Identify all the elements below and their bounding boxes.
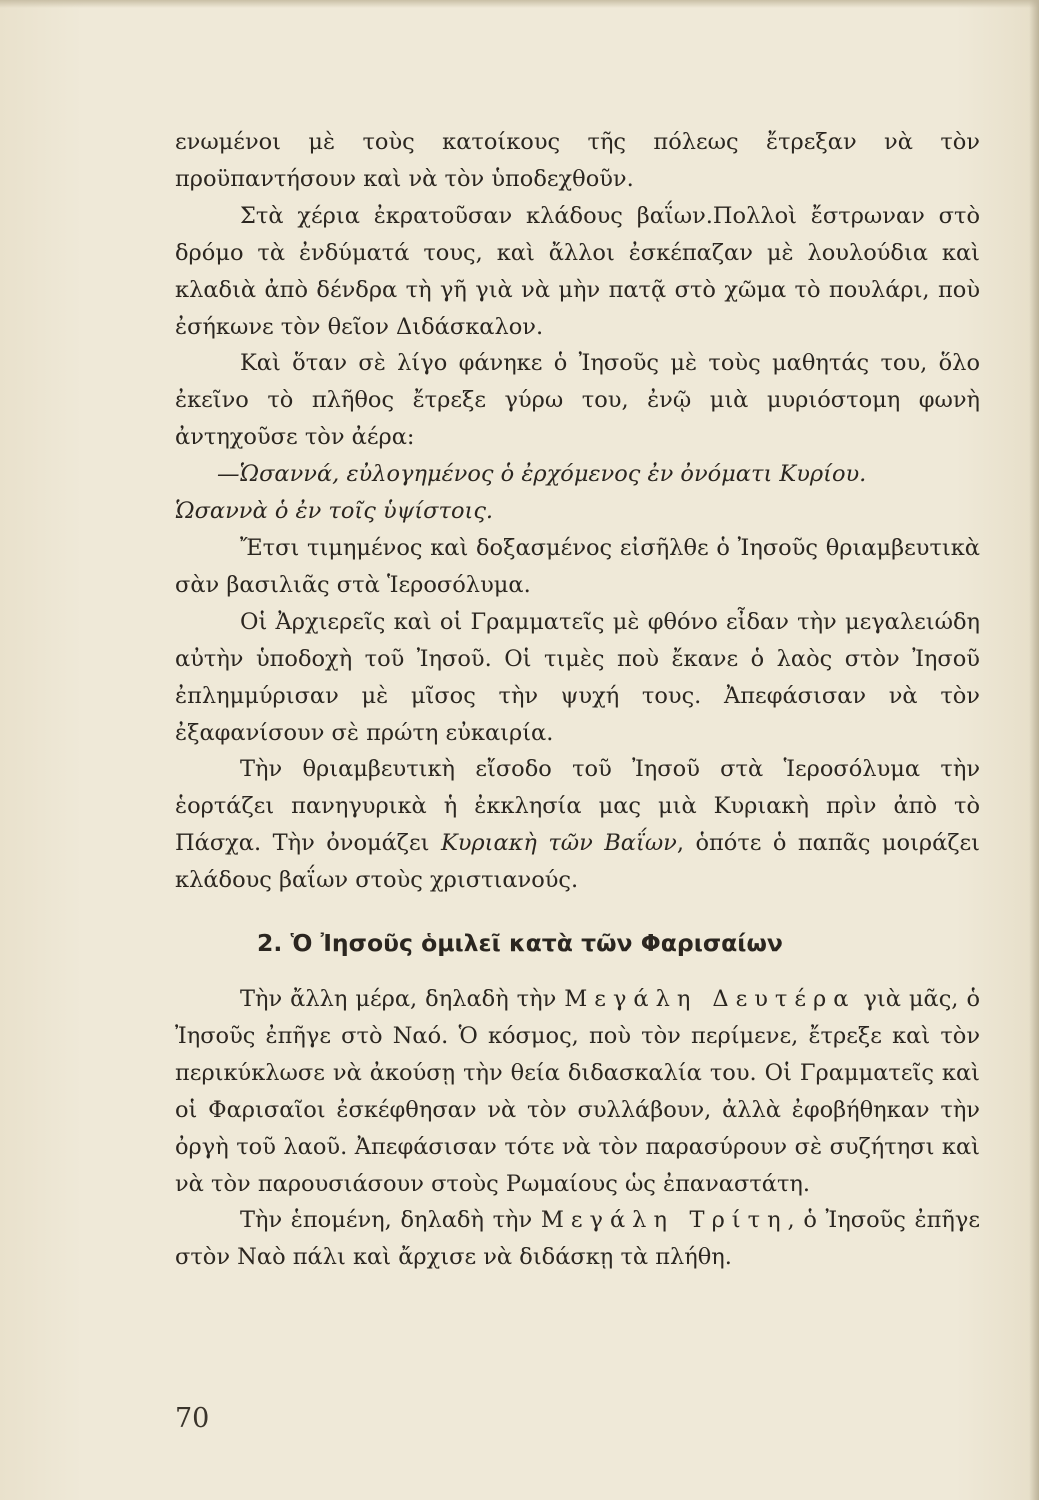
page-top-edge [0,0,1039,8]
hosanna-line-2: Ὡσαννὰ ὁ ἐν τοῖς ὑψίστοις. [175,498,494,525]
paragraph-holy-tuesday: Τὴν ἑπομένη, δηλαδὴ τὴν Μεγάλη Τρίτη, ὁ Ἰησοῦς ἐπῆγε στὸν Ναὸ πάλι καὶ ἄρχισε νὰ διδάσκῃ τὰ πλήθη. [175,1207,980,1271]
hosanna-line-1: —Ὡσαννά, εὐλογημένος ὁ ἐρχόμενος ἐν ὀνόματι Κυρίου. [217,461,867,488]
paragraph-high-priests: Οἱ Ἀρχιερεῖς καὶ οἱ Γραμματεῖς μὲ φθόνο εἶδαν τὴν μεγαλειώδη αὐτὴν ὑποδοχὴ τοῦ Ἰησοῦ. Οἱ τιμὲς ποὺ ἔκανε ὁ λαὸς στὸν Ἰησοῦ ἐπλημμύρισαν μὲ μῖσος τὴν ψυχή τους. Ἀπεφάσισαν νὰ τὸν ἐξαφανίσουν σὲ πρώτη εὐκαιρία. [175,608,980,746]
palm-sunday-term: Κυριακὴ τῶν Βαΐων [440,830,677,857]
page-number: 70 [175,1403,210,1434]
paragraph-jesus-appears: Καὶ ὅταν σὲ λίγο φάνηκε ὁ Ἰησοῦς μὲ τοὺς μαθητάς του, ὅλο ἐκεῖνο τὸ πλῆθος ἔτρεξε γύρω του, ἐνῷ μιὰ μυριόστομη φωνὴ ἀντηχοῦσε τὸν ἀέρα: [175,350,980,451]
paragraph-palm-sunday: Τὴν θριαμβευτικὴ εἴσοδο τοῦ Ἰησοῦ στὰ Ἱεροσόλυμα τὴν ἑορτάζει πανηγυρικὰ ἡ ἐκκλησία μας μιὰ Κυριακὴ πρὶν ἀπὸ τὸ Πάσχα. Τὴν ὀνομάζει Κυριακὴ τῶν Βαΐων, ὁπότε ὁ παπᾶς μοιράζει κλάδους βαΐων στοὺς χριστιανούς. [175,756,980,894]
paragraph-holy-monday: Τὴν ἄλλη μέρα, δηλαδὴ τὴν Μεγάλη Δευτέρα γιὰ μᾶς, ὁ Ἰησοῦς ἐπῆγε στὸ Ναό. Ὁ κόσμος, ποὺ τὸν περίμενε, ἔτρεξε καὶ τὸν περικύκλωσε νὰ ἀκούσῃ τὴν θεία διδασκαλία του. Οἱ Γραμματεῖς καὶ οἱ Φαρισαῖοι ἐσκέφθησαν νὰ τὸν συλλάβουν, ἀλλὰ ἐφοβήθηκαν τὴν ὀργὴ τοῦ λαοῦ. Ἀπεφάσισαν τότε νὰ τὸν παρασύρουν σὲ συζήτησι καὶ νὰ τὸν παρουσιάσουν στοὺς Ρωμαίους ὡς ἐπαναστάτη. [175,986,980,1197]
paragraph-entry: Ἔτσι τιμημένος καὶ δοξασμένος εἰσῆλθε ὁ Ἰησοῦς θριαμβευτικὰ σὰν βασιλιᾶς στὰ Ἱεροσόλυμα. [175,534,980,598]
body-text [175,124,980,1276]
holy-tuesday-term: Μεγάλη Τρίτη [540,1207,788,1234]
section-heading: 2. Ὁ Ἰησοῦς ὁμιλεῖ κατὰ τῶν Φαρισαίων [257,929,783,958]
holy-monday-term: Μεγάλη Δευτέρα [564,986,856,1013]
paragraph-palms: Στὰ χέρια ἐκρατοῦσαν κλάδους βαΐων.Πολλοὶ ἔστρωναν στὸ δρόμο τὰ ἐνδύματά τους, καὶ ἄλλοι ἐσκέπαζαν μὲ λουλούδια καὶ κλαδιὰ ἀπὸ δένδρα τὴ γῆ γιὰ νὰ μὴν πατᾷ στὸ χῶμα τὸ πουλάρι, ποὺ ἐσήκωνε τὸν θεῖον Διδάσκαλον. [175,202,980,340]
paragraph-continuation: ενωμένοι μὲ τοὺς κατοίκους τῆς πόλεως ἔτρεξαν νὰ τὸν προϋπαντήσουν καὶ νὰ τὸν ὑποδεχθοῦν. [175,129,980,192]
page-binding-edge [1029,0,1039,1500]
